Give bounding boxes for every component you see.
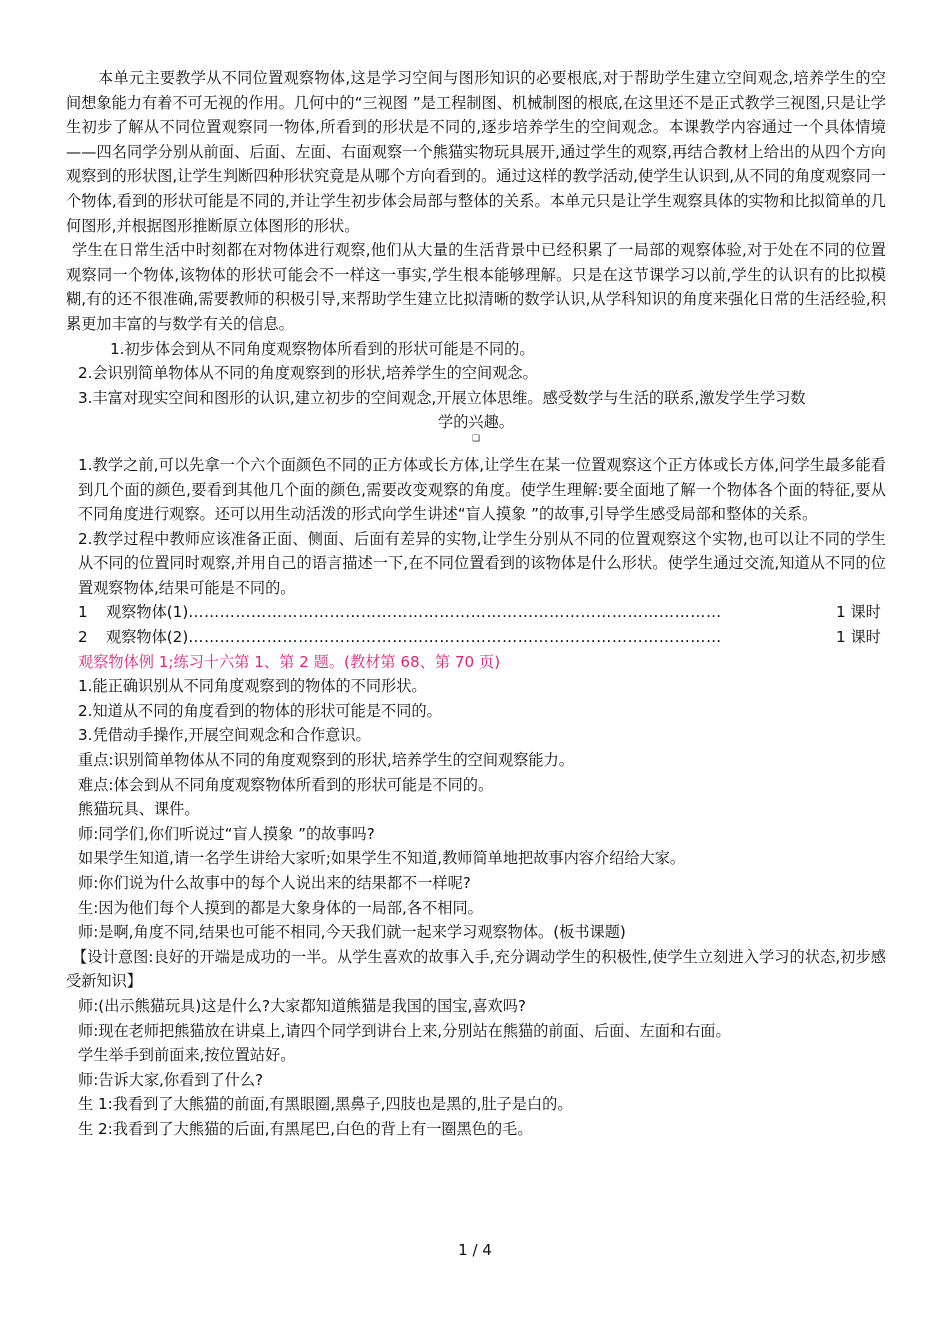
- schedule-row-2: [66, 625, 886, 650]
- dialogue-line: 师:同学们,你们听说过“盲人摸象 ”的故事吗?: [78, 824, 375, 843]
- lesson-heading: 观察物体例 1;练习十六第 1、第 2 题。(教材第 68、第 70 页): [78, 652, 501, 671]
- suggestion-1: 1.教学之前,可以先拿一个六个面颜色不同的正方体或长方体,让学生在某一位置观察这个正方体或长方体,问学生最多能看到几个面的颜色,要看到其他几个面的颜色,需要改变观察的角度。使学生理解:要全面地了解一个物体各个面的特征,要从不同角度进行观察。还可以用生动活泼的形式向学生讲述“盲人摸象 ”的故事,引导学生感受局部和整体的关系。: [78, 455, 886, 524]
- checkbox-icon: ❑: [471, 433, 481, 444]
- intro-paragraph: 本单元主要教学从不同位置观察物体,这是学习空间与图形知识的必要根底,对于帮助学生建立空间观念,培养学生的空间想象能力有着不可无视的作用。几何中的“三视图 ”是工程制图、机械制图的根底,在这里还不是正式教学三视图,只是让学生初步了解从不同位置观察同一物体,所看到的形状是不同的,逐步培养学生的空间观念。本课教学内容通过一个具体情境——四名同学分别从前面、后面、左面、右面观察一个熊猫实物玩具展开,通过学生的观察,再结合教材上给出的从四个方向观察到的形状图,让学生判断四种形状究竟是从哪个方向看到的。通过这样的教学活动,使学生认识到,从不同的角度观察同一个物体,看到的形状可能是不同的,并让学生初步体会局部与整体的关系。本单元只是让学生观察具体的实物和比拟简单的几何图形,并根据图形推断原立体图形的形状。: [66, 69, 886, 235]
- page-number: 1 / 4: [458, 1241, 492, 1259]
- schedule-leader-dots: …………………………………………………………………………………………: [188, 628, 722, 647]
- dialogue-line: 师:(出示熊猫玩具)这是什么?大家都知道熊猫是我国的国宝,喜欢吗?: [78, 996, 526, 1015]
- schedule-number: 2: [78, 628, 88, 647]
- document-page: [66, 66, 886, 1316]
- dialogue-line: 生:因为他们每个人摸到的都是大象身体的一局部,各不相同。: [78, 898, 483, 917]
- dialogue-line: 学生举手到前面来,按位置站好。: [78, 1046, 296, 1065]
- dialogue-line: 生 1:我看到了大熊猫的前面,有黑眼圈,黑鼻子,四肢也是黑的,肚子是白的。: [78, 1095, 573, 1114]
- schedule-leader-dots: …………………………………………………………………………………………: [188, 603, 722, 622]
- goal-3-continued: 学的兴趣。: [438, 413, 514, 432]
- goal-2: 2.会识别简单物体从不同的角度观察到的形状,培养学生的空间观念。: [78, 364, 538, 383]
- schedule-title: 观察物体(1): [106, 603, 189, 622]
- design-intent: 【设计意图:良好的开端是成功的一半。从学生喜欢的故事入手,充分调动学生的积极性,使学生立刻进入学习的状态,初步感受新知识】: [66, 947, 886, 991]
- objective-1: 1.能正确识别从不同角度观察到的物体的不同形状。: [78, 677, 427, 696]
- objective-3: 3.凭借动手操作,开展空间观念和合作意识。: [78, 726, 371, 745]
- dialogue-line: 师:是啊,角度不同,结果也可能不相同,今天我们就一起来学习观察物体。(板书课题): [78, 923, 626, 942]
- suggestion-2: 2.教学过程中教师应该准备正面、侧面、后面有差异的实物,让学生分别从不同的位置观察这个实物,也可以让不同的学生从不同的位置同时观察,并用自己的语言描述一下,在不同位置看到的该物体是什么形状。使学生通过交流,知道从不同的位置观察物体,结果可能是不同的。: [78, 529, 886, 597]
- schedule-title: 观察物体(2): [106, 628, 189, 647]
- dialogue-line: 如果学生知道,请一名学生讲给大家听;如果学生不知道,教师简单地把故事内容介绍给大家。: [78, 849, 686, 868]
- key-point: 重点:识别简单物体从不同的角度观察到的形状,培养学生的空间观察能力。: [78, 751, 574, 770]
- goal-1: 1.初步体会到从不同角度观察物体所看到的形状可能是不同的。: [110, 339, 535, 358]
- dialogue-line: 师:你们说为什么故事中的每个人说出来的结果都不一样呢?: [78, 874, 471, 892]
- schedule-hours: 1 课时: [836, 603, 881, 622]
- schedule-row-1: [66, 600, 886, 625]
- student-analysis-paragraph: 学生在日常生活中时刻都在对物体进行观察,他们从大量的生活背景中已经积累了一局部的观察体验,对于处在不同的位置观察同一个物体,该物体的形状可能会不一样这一事实,学生根本能够理解。只是在这节课学习以前,学生的认识有的比拟模糊,有的还不很准确,需要教师的积极引导,来帮助学生建立比拟清晰的数学认识,从学科知识的角度来强化日常的生活经验,积累更加丰富的与数学有关的信息。: [66, 241, 886, 333]
- schedule-hours: 1 课时: [836, 628, 881, 647]
- objective-2: 2.知道从不同的角度看到的物体的形状可能是不同的。: [78, 701, 442, 720]
- teaching-materials: 熊猫玩具、课件。: [78, 800, 200, 819]
- dialogue-line: 师:告诉大家,你看到了什么?: [78, 1070, 264, 1089]
- goal-3: 3.丰富对现实空间和图形的认识,建立初步的空间观念,开展立体思维。感受数学与生活的联系,激发学生学习数: [78, 388, 806, 407]
- difficulty-point: 难点:体会到从不同角度观察物体所看到的形状可能是不同的。: [78, 775, 494, 794]
- dialogue-line: 生 2:我看到了大熊猫的后面,有黑尾巴,白色的背上有一圈黑色的毛。: [78, 1119, 533, 1138]
- schedule-number: 1: [78, 603, 88, 622]
- dialogue-line: 师:现在老师把熊猫放在讲桌上,请四个同学到讲台上来,分别站在熊猫的前面、后面、左面和右面。: [78, 1021, 731, 1040]
